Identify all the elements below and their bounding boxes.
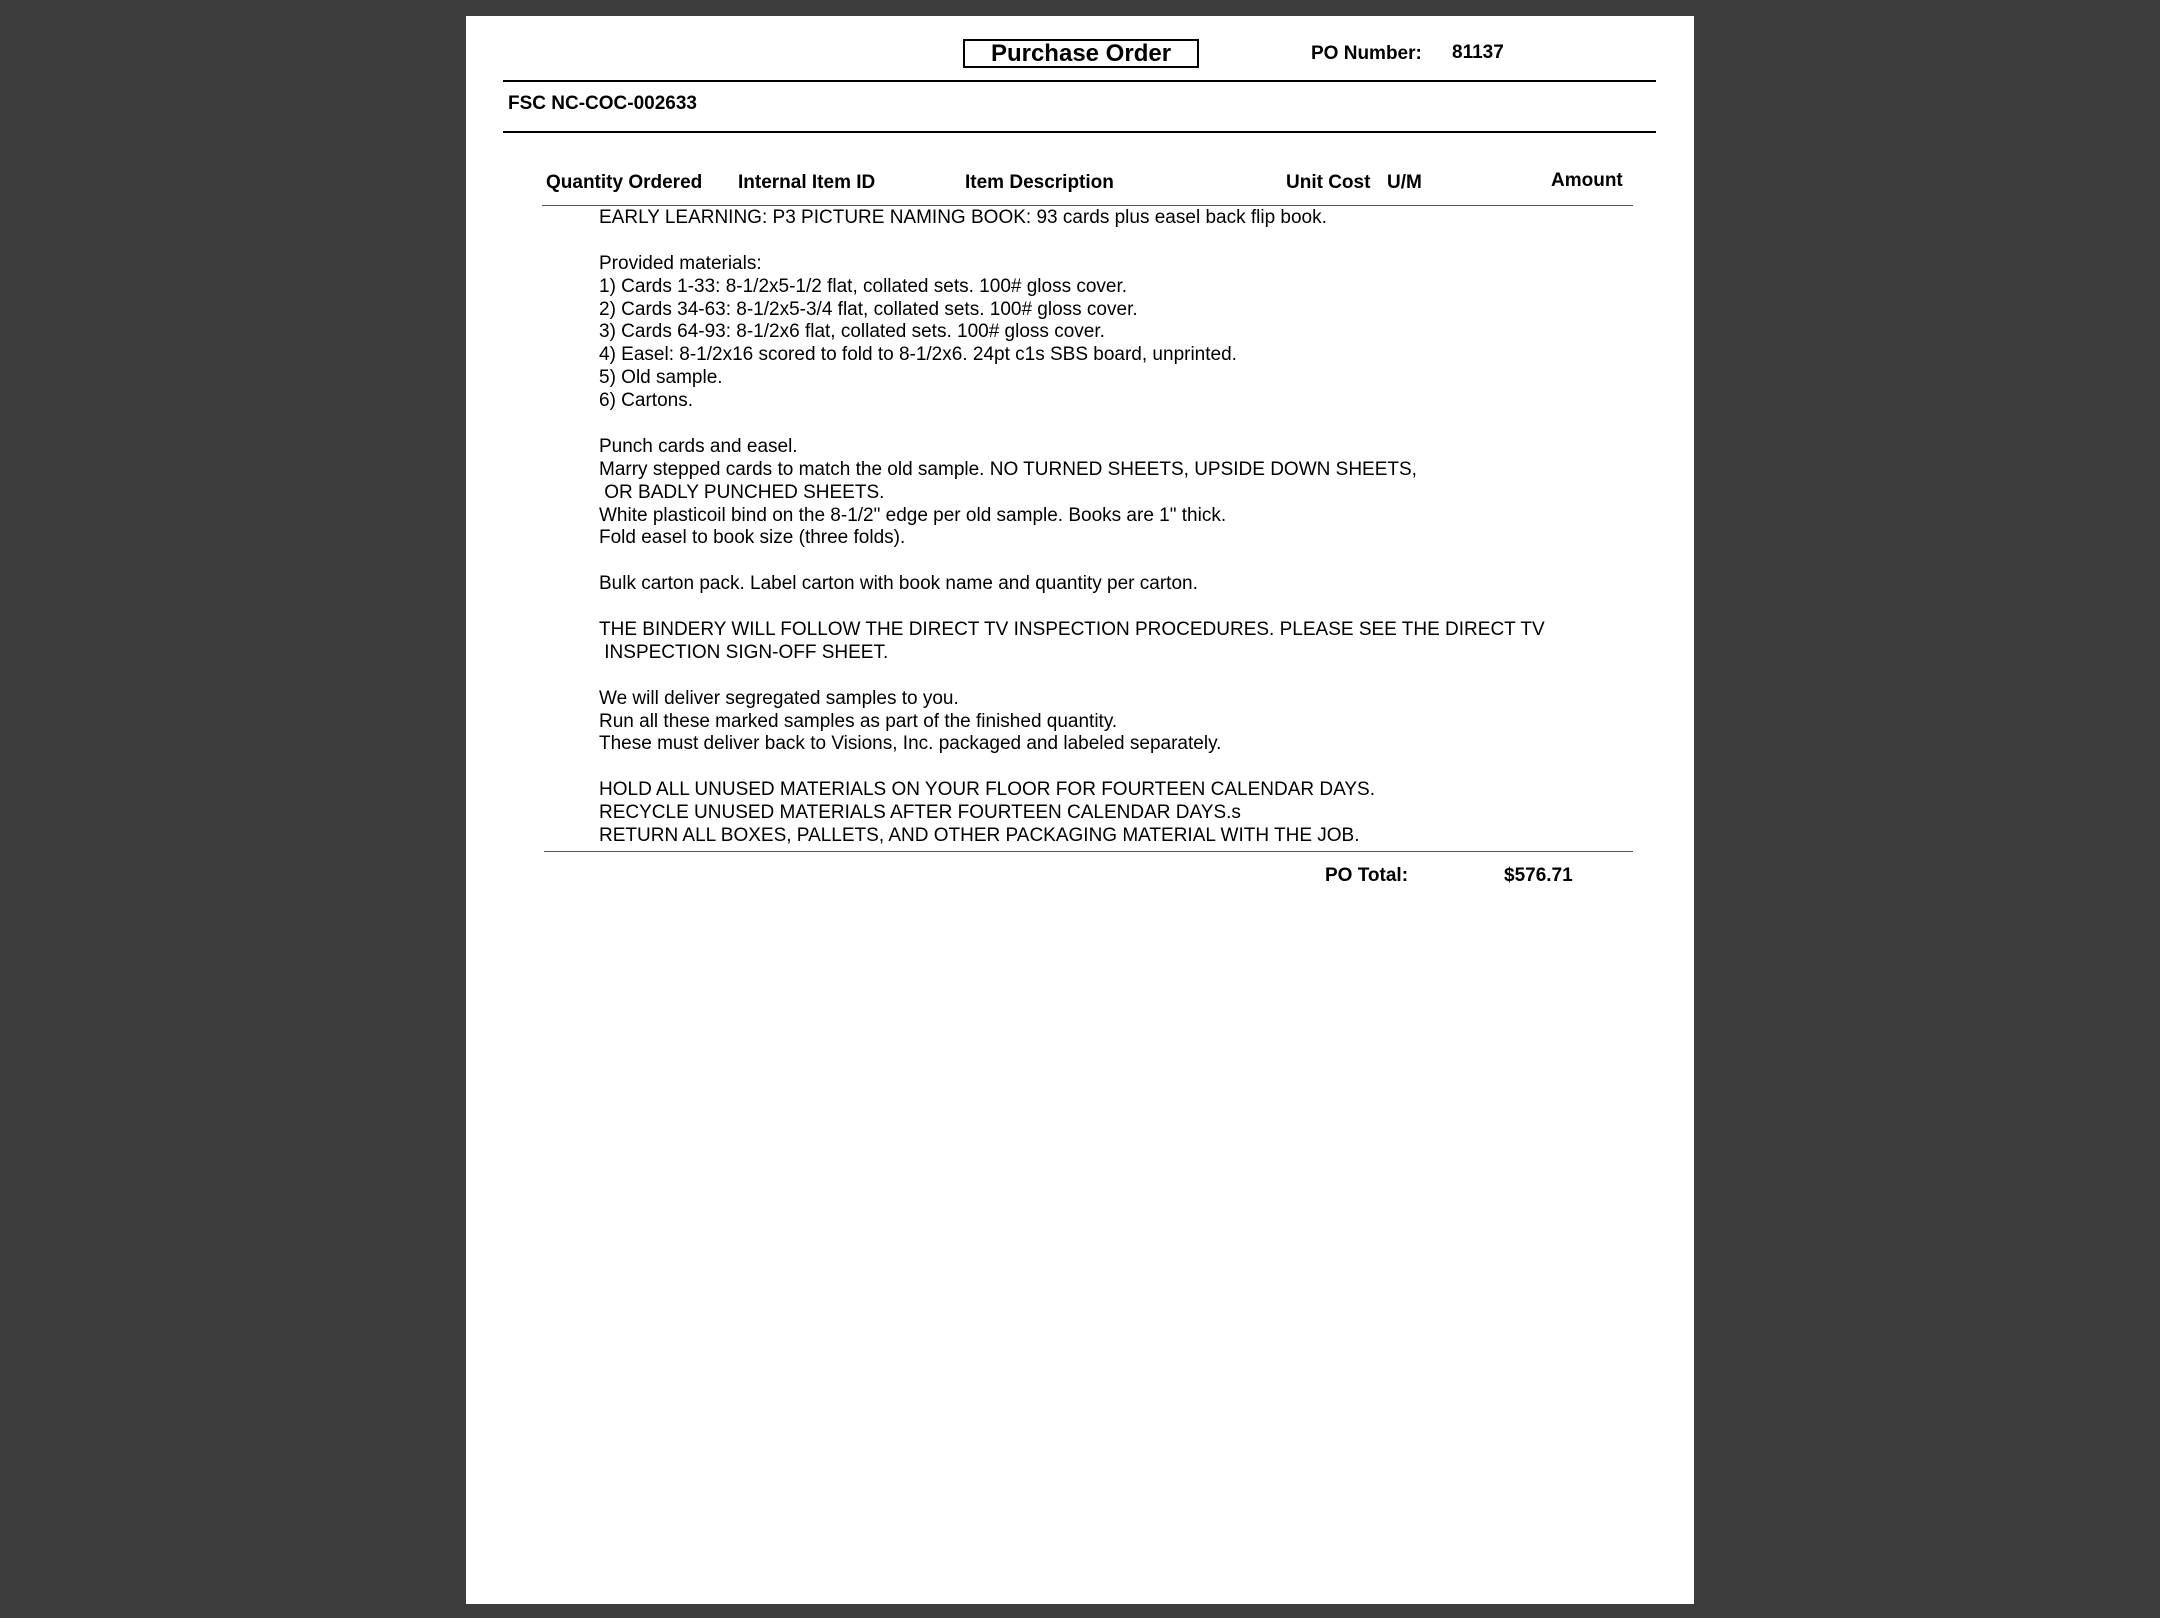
description-line bbox=[599, 230, 1619, 253]
description-line: RECYCLE UNUSED MATERIALS AFTER FOURTEEN CALENDAR DAYS.s bbox=[599, 802, 1241, 824]
column-header-rule bbox=[542, 205, 1633, 206]
description-line: RETURN ALL BOXES, PALLETS, AND OTHER PACKAGING MATERIAL WITH THE JOB. bbox=[599, 825, 1360, 847]
description-line: 3) Cards 64-93: 8-1/2x6 flat, collated sets. 100# gloss cover. bbox=[599, 321, 1105, 343]
po-number-value: 81137 bbox=[1452, 42, 1504, 63]
description-line: HOLD ALL UNUSED MATERIALS ON YOUR FLOOR FOR FOURTEEN CALENDAR DAYS. bbox=[599, 779, 1375, 801]
description-line: 6) Cartons. bbox=[599, 390, 693, 412]
description-line: Fold easel to book size (three folds). bbox=[599, 527, 906, 549]
total-rule bbox=[544, 851, 1633, 852]
description-line: White plasticoil bind on the 8-1/2" edge per old sample. Books are 1" thick. bbox=[599, 504, 1227, 526]
description-line: 5) Old sample. bbox=[599, 367, 723, 389]
po-number-label: PO Number: bbox=[1311, 43, 1422, 64]
description-line: Marry stepped cards to match the old sample. NO TURNED SHEETS, UPSIDE DOWN SHEETS, bbox=[599, 458, 1417, 480]
header-rule bbox=[503, 80, 1656, 82]
description-line: Bulk carton pack. Label carton with book name and quantity per carton. bbox=[599, 573, 1198, 595]
description-line: Run all these marked samples as part of the finished quantity. bbox=[599, 710, 1118, 732]
description-line: 1) Cards 1-33: 8-1/2x5-1/2 flat, collated sets. 100# gloss cover. bbox=[599, 275, 1128, 297]
description-line bbox=[599, 550, 1619, 573]
col-unit-cost: Unit Cost bbox=[1286, 172, 1371, 193]
description-line bbox=[599, 596, 1619, 619]
description-line bbox=[599, 413, 1619, 436]
col-amount: Amount bbox=[1551, 170, 1623, 191]
fsc-certification: FSC NC-COC-002633 bbox=[508, 93, 697, 114]
description-line: OR BADLY PUNCHED SHEETS. bbox=[599, 481, 885, 503]
section-rule bbox=[503, 131, 1656, 133]
description-line: These must deliver back to Visions, Inc. packaged and labeled separately. bbox=[599, 733, 1222, 755]
description-line: INSPECTION SIGN-OFF SHEET. bbox=[599, 641, 889, 663]
description-line: Punch cards and easel. bbox=[599, 435, 798, 457]
col-item-description: Item Description bbox=[965, 172, 1114, 193]
description-line: THE BINDERY WILL FOLLOW THE DIRECT TV INSPECTION PROCEDURES. PLEASE SEE THE DIRECT TV bbox=[599, 619, 1545, 641]
description-line: 2) Cards 34-63: 8-1/2x5-3/4 flat, collated sets. 100# gloss cover. bbox=[599, 298, 1138, 320]
item-description-block bbox=[599, 207, 1619, 848]
description-line bbox=[599, 665, 1619, 688]
po-total-value: $576.71 bbox=[1504, 865, 1573, 886]
description-line: 4) Easel: 8-1/2x16 scored to fold to 8-1/2x6. 24pt c1s SBS board, unprinted. bbox=[599, 344, 1237, 366]
description-line: Provided materials: bbox=[599, 252, 762, 274]
document-page bbox=[466, 16, 1694, 1604]
col-um: U/M bbox=[1387, 172, 1422, 193]
col-internal-item-id: Internal Item ID bbox=[738, 172, 876, 193]
description-line bbox=[599, 756, 1619, 779]
document-title: Purchase Order bbox=[963, 39, 1199, 68]
description-line: We will deliver segregated samples to you. bbox=[599, 687, 959, 709]
description-line: EARLY LEARNING: P3 PICTURE NAMING BOOK: 93 cards plus easel back flip book. bbox=[599, 207, 1327, 228]
po-total-label: PO Total: bbox=[1325, 865, 1409, 886]
col-quantity-ordered: Quantity Ordered bbox=[546, 172, 703, 193]
